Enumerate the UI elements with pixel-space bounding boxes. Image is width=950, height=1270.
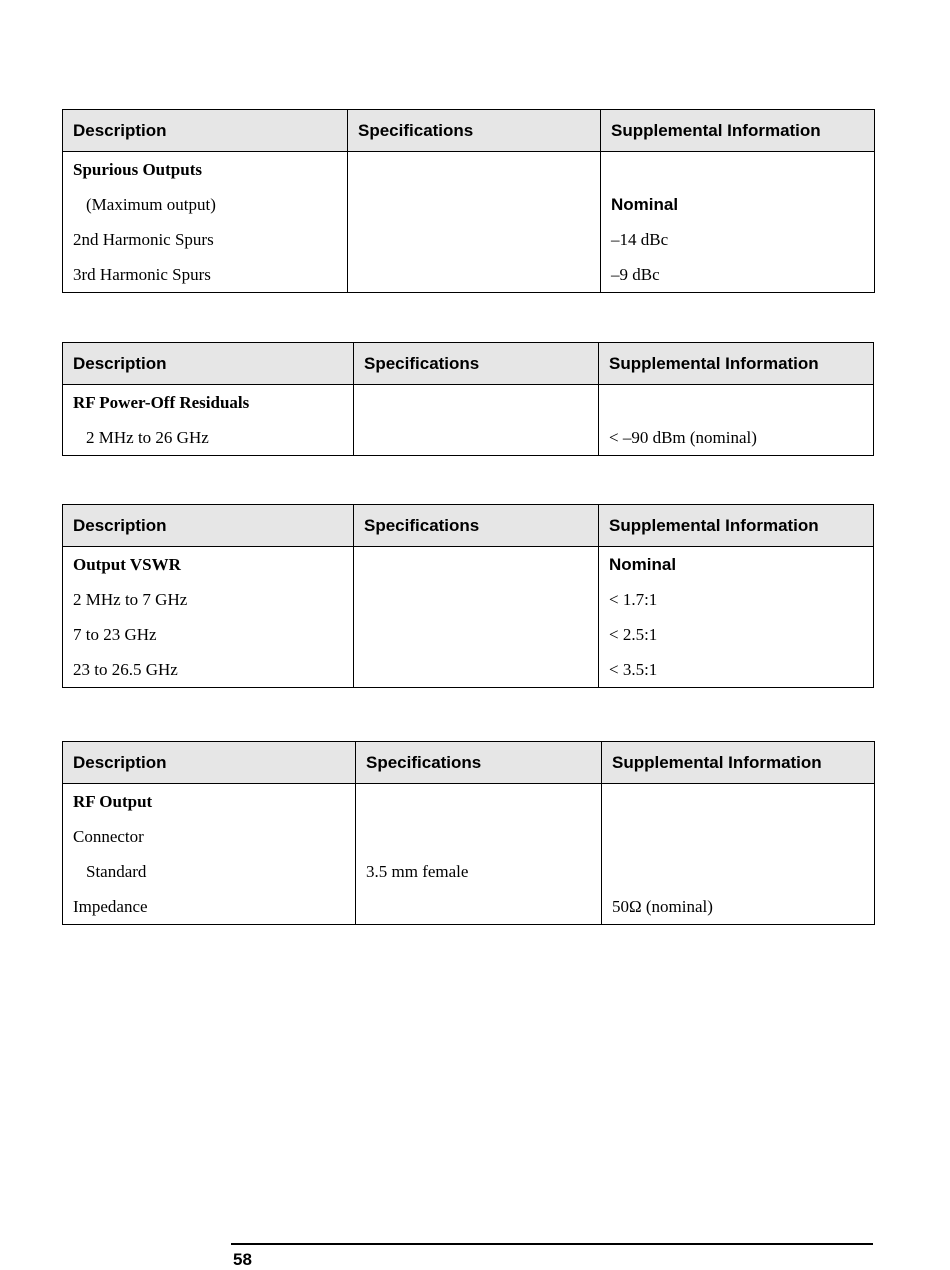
- row-label: 2 MHz to 7 GHz: [63, 582, 354, 617]
- supplemental-cell: [602, 784, 875, 820]
- table-header-row: [63, 505, 874, 547]
- spec-cell: [354, 547, 599, 583]
- spec-cell: [356, 889, 602, 925]
- nominal-label: Nominal: [601, 187, 875, 222]
- nominal-label: Nominal: [599, 547, 874, 583]
- spurious-outputs-table: [62, 109, 875, 293]
- header-description: Description: [63, 343, 354, 385]
- table-header-row: [63, 110, 875, 152]
- header-supplemental: Supplemental Information: [602, 742, 875, 784]
- supplemental-value: < –90 dBm (nominal): [599, 420, 874, 456]
- table-row: [63, 889, 875, 925]
- table-row: [63, 257, 875, 293]
- table-row: [63, 784, 875, 820]
- spec-cell: [348, 222, 601, 257]
- header-specifications: Specifications: [354, 343, 599, 385]
- output-vswr-table: [62, 504, 874, 688]
- spec-cell: [348, 187, 601, 222]
- supplemental-value: < 1.7:1: [599, 582, 874, 617]
- spec-cell: [354, 385, 599, 421]
- footer-rule: [231, 1243, 873, 1245]
- table-row: [63, 652, 874, 688]
- table-row: [63, 547, 874, 583]
- row-label: Impedance: [63, 889, 356, 925]
- section-title: Spurious Outputs: [63, 152, 348, 188]
- header-supplemental: Supplemental Information: [599, 343, 874, 385]
- row-label: (Maximum output): [63, 187, 348, 222]
- spec-cell: [354, 652, 599, 688]
- section-title: RF Output: [63, 784, 356, 820]
- header-supplemental: Supplemental Information: [599, 505, 874, 547]
- spec-cell: [354, 420, 599, 456]
- spec-cell: [354, 582, 599, 617]
- rf-power-off-residuals-table: [62, 342, 874, 456]
- supplemental-cell: [602, 854, 875, 889]
- supplemental-value: 50Ω (nominal): [602, 889, 875, 925]
- table-row: [63, 420, 874, 456]
- supplemental-cell: [599, 385, 874, 421]
- table-row: [63, 617, 874, 652]
- spec-cell: [348, 152, 601, 188]
- supplemental-value: < 3.5:1: [599, 652, 874, 688]
- table-header-row: [63, 742, 875, 784]
- header-specifications: Specifications: [354, 505, 599, 547]
- section-title: RF Power-Off Residuals: [63, 385, 354, 421]
- row-label: 2nd Harmonic Spurs: [63, 222, 348, 257]
- row-label: 2 MHz to 26 GHz: [63, 420, 354, 456]
- spec-cell: [348, 257, 601, 293]
- rf-output-table: [62, 741, 875, 925]
- spec-value: 3.5 mm female: [356, 854, 602, 889]
- header-specifications: Specifications: [356, 742, 602, 784]
- header-specifications: Specifications: [348, 110, 601, 152]
- supplemental-value: < 2.5:1: [599, 617, 874, 652]
- table-row: [63, 385, 874, 421]
- table-row: [63, 152, 875, 188]
- spec-cell: [354, 617, 599, 652]
- table-row: [63, 222, 875, 257]
- row-label: 7 to 23 GHz: [63, 617, 354, 652]
- table-row: [63, 854, 875, 889]
- header-description: Description: [63, 110, 348, 152]
- row-label: Standard: [63, 854, 356, 889]
- spec-cell: [356, 819, 602, 854]
- table-row: [63, 187, 875, 222]
- table-row: [63, 819, 875, 854]
- supplemental-cell: [602, 819, 875, 854]
- header-description: Description: [63, 505, 354, 547]
- page-number: 58: [233, 1250, 252, 1269]
- spec-cell: [356, 784, 602, 820]
- header-supplemental: Supplemental Information: [601, 110, 875, 152]
- table-row: [63, 582, 874, 617]
- row-label: 23 to 26.5 GHz: [63, 652, 354, 688]
- supplemental-value: –9 dBc: [601, 257, 875, 293]
- section-title: Output VSWR: [63, 547, 354, 583]
- supplemental-cell: [601, 152, 875, 188]
- row-label: Connector: [63, 819, 356, 854]
- supplemental-value: –14 dBc: [601, 222, 875, 257]
- header-description: Description: [63, 742, 356, 784]
- row-label: 3rd Harmonic Spurs: [63, 257, 348, 293]
- table-header-row: [63, 343, 874, 385]
